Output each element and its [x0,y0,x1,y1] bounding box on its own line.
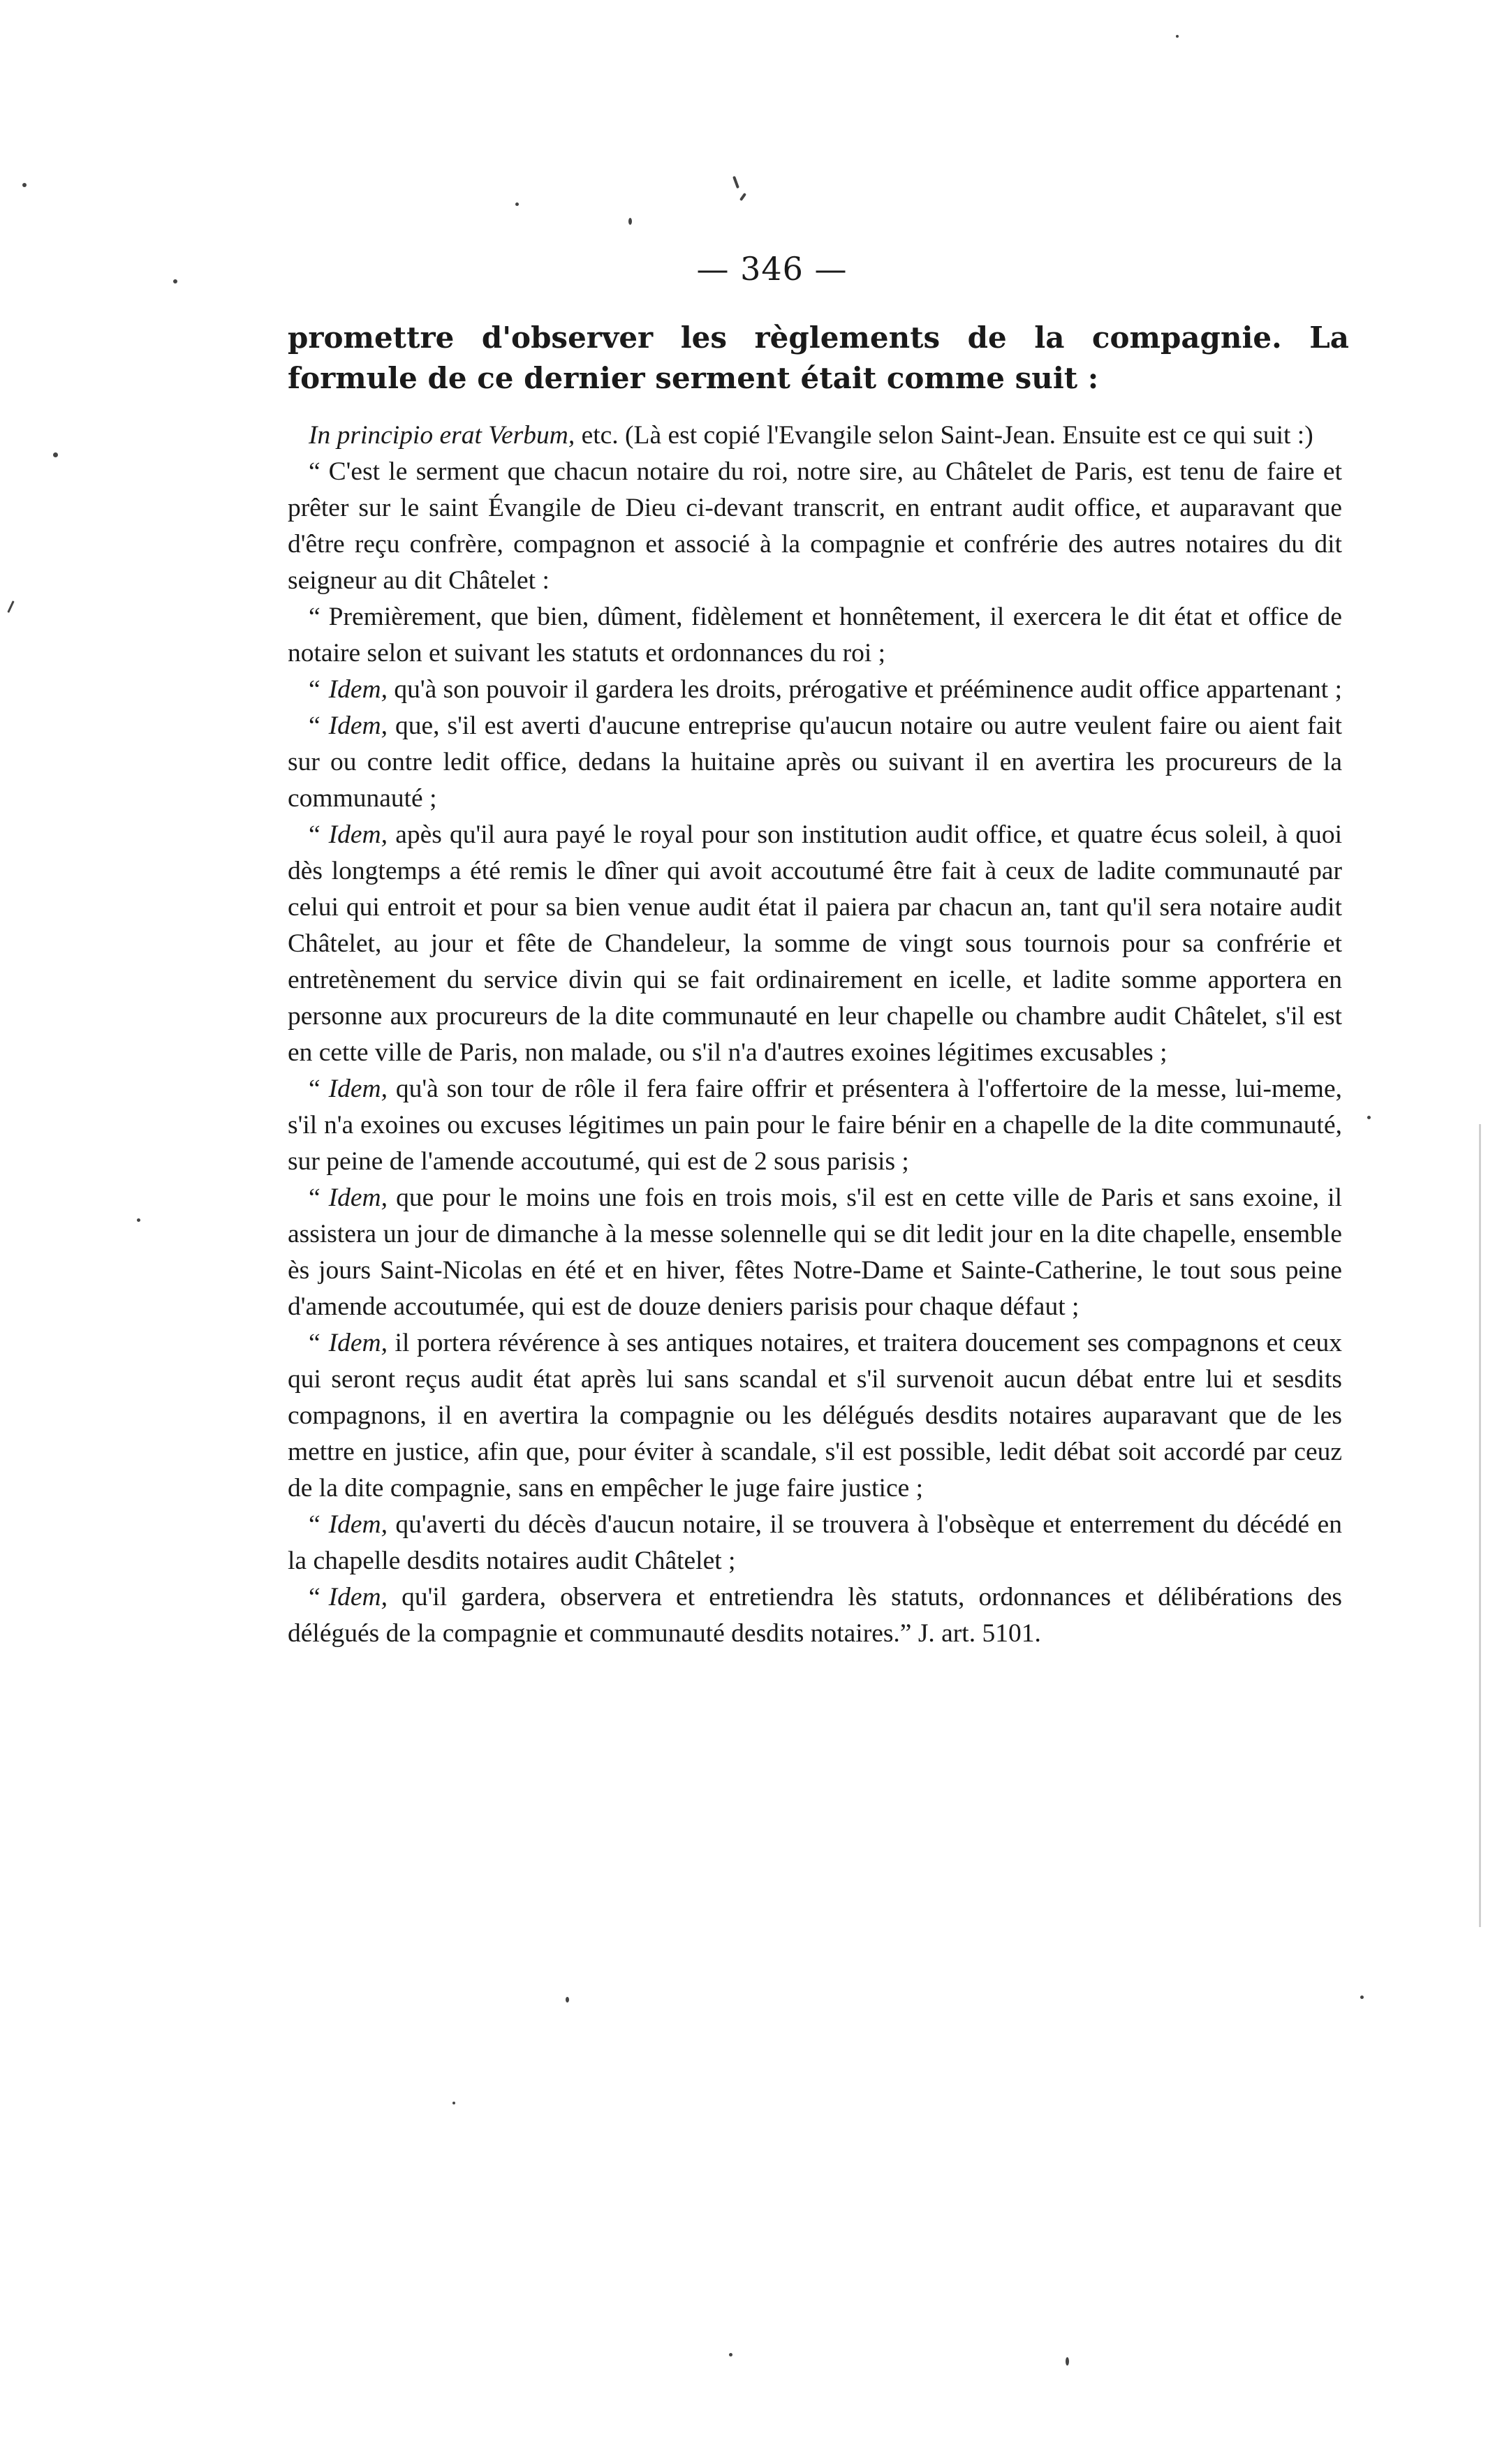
paragraph: “ Idem, que pour le moins une fois en trois mois, s'il est en cette ville de Paris et sans exoine, il assistera un jour de dimanche à la messe solennelle qui se dit ledit jour en la dite chapelle, ensemble ès jours Saint-Nicolas en été et en hiver, fêtes Notre-Dame et Sainte-Catherine, le tout sous peine d'amende accoutumée, qui est de douze deniers parisis pour chaque défaut ; [288,1183,1342,1321]
scan-speck [732,176,739,189]
paragraph: “ Idem, qu'à son tour de rôle il fera faire offrir et présentera à l'offertoire de la messe, lui-meme, s'il n'a exoines ou excuses légitimes un pain pour le faire bénir en a chapelle de la dite communauté, sur peine de l'amende accoutumé, qui est de 2 sous parisis ; [288,1075,1342,1176]
page-edge-shadow [1479,1124,1481,1927]
paragraph: “ Idem, qu'il gardera, observera et entretiendra lès statuts, ordonnances et délibérations des délégués de la compagnie et communauté desdits notaires.” J. art. 5101. [288,1583,1342,1648]
paragraph: “ Idem, il portera révérence à ses antiques notaires, et traitera doucement ses compagnons et ceux qui seront reçus audit état après lui sans scandal et s'il survenoit aucun débat entre lui et sesdits compagnons, il en avertira la compagnie ou les délégués desdits notaires auparavant que de les mettre en justice, afin que, pour éviter à scandale, s'il est possible, ledit débat soit accordé par ceuz de la dite compagnie, sans en empêcher le juge faire justice ; [288,1329,1342,1503]
scan-speck [739,193,746,201]
page-number: — 346 — [696,250,848,288]
paragraph: “ Idem, que, s'il est averti d'aucune entreprise qu'aucun notaire ou autre veulent faire ou aient fait sur ou contre ledit office, dedans la huitaine après ou suivant il en avertira les procureurs de la communauté ; [288,711,1342,813]
paragraph: “ Idem, apès qu'il aura payé le royal pour son institution audit office, et quatre écus soleil, à quoi dès longtemps a été remis le dîner qui avoit accoutumé être fait à ceux de ladite communauté par celui qui entroit et pour sa bien venue audit état il paiera par chacun an, tant qu'il sera notaire audit Châtelet, au jour et fête de Chandeleur, la somme de vingt sous tournois pour sa confrérie et entretènement du service divin qui se fait ordinairement en icelle, et ladite somme apportera en personne aux procureurs de la dite communauté en leur chapelle ou chambre audit Châtelet, s'il est en cette ville de Paris, non malade, ou s'il n'a d'autres exoines légitimes excusables ; [288,820,1342,1067]
paragraph: “ C'est le serment que chacun notaire du roi, notre sire, au Châtelet de Paris, est tenu de faire et prêter sur le saint Évangile de Dieu ci-devant transcrit, en entrant audit office, et auparavant que d'être reçu confrère, compagnon et associé à la compagnie et confrérie des autres notaires du dit seigneur au dit Châtelet : [288,457,1342,595]
scan-speck [7,600,14,613]
scan-speck [729,2353,732,2356]
scan-speck [137,1218,140,1222]
latin-incipit: In principio erat Verbum, [309,421,575,450]
scan-speck [1176,35,1179,38]
paragraph: “ Idem, qu'averti du décès d'aucun notaire, il se trouvera à l'obsèque et enterrement du décédé en la chapelle desdits notaires audit Châtelet ; [288,1510,1342,1575]
scan-speck [53,452,58,457]
scan-speck [1367,1116,1371,1119]
oath-text [288,418,1342,1652]
paragraph: “ Idem, qu'à son pouvoir il gardera les droits, prérogative et prééminence audit office appartenant ; [309,675,1343,704]
scan-speck [1066,2357,1069,2366]
paragraph: “ Premièrement, que bien, dûment, fidèlement et honnêtement, il exercera le dit état et office de notaire selon et suivant les statuts et ordonnances du roi ; [288,603,1342,667]
scan-speck [515,202,519,206]
paragraph: In principio erat Verbum, etc. (Là est copié l'Evangile selon Saint-Jean. Ensuite est ce qui suit :) [309,421,1313,450]
lead-paragraph: promettre d'observer les règlements de la compagnie. La formule de ce dernier serment était comme suit : [288,320,1349,395]
scan-speck [22,183,27,187]
scan-speck [1360,1995,1364,1999]
scan-speck [452,2102,455,2104]
scan-speck [628,218,632,225]
scan-speck [566,1997,569,2002]
